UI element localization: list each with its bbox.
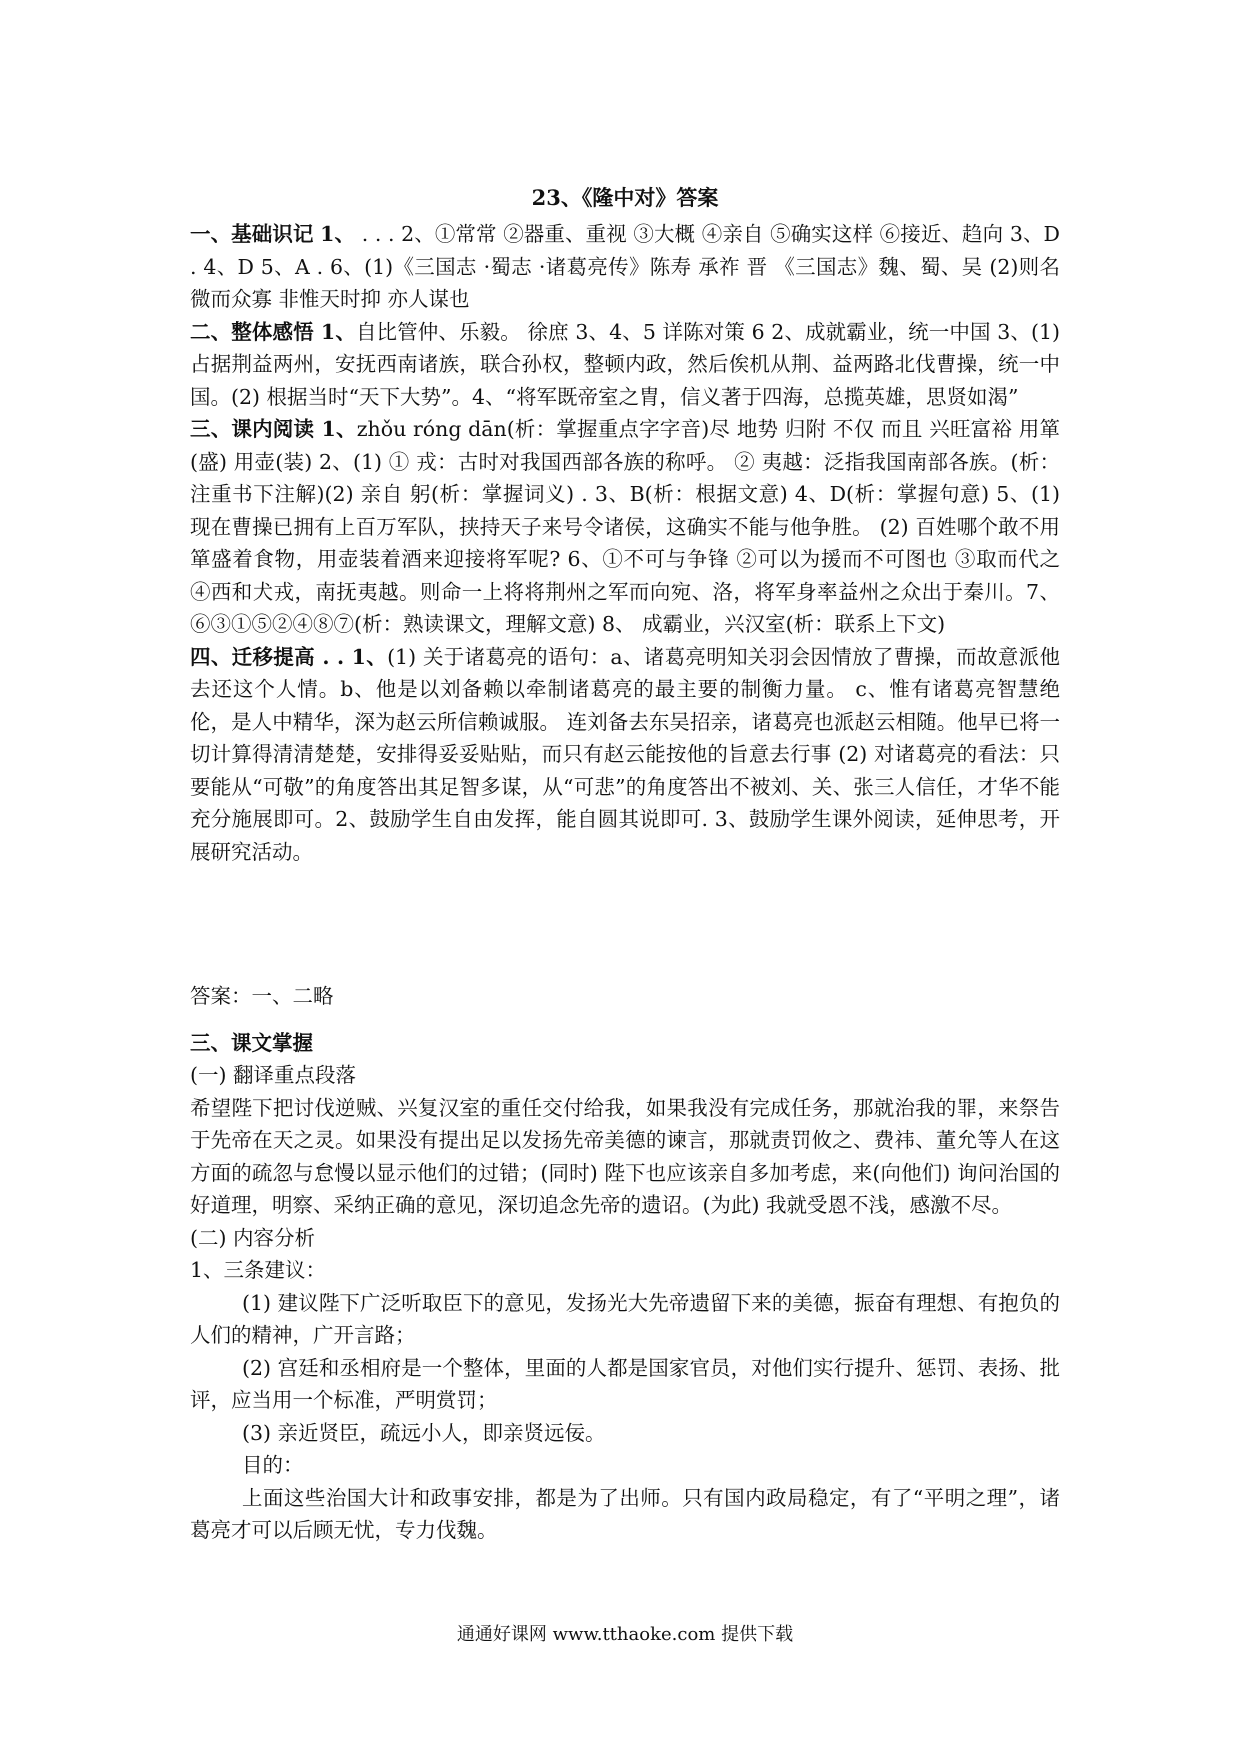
subheading-translation: (一) 翻译重点段落 xyxy=(190,1063,357,1087)
section-heading: 二、整体感悟 xyxy=(190,319,314,344)
section-text: zhǒu róng dān(析：掌握重点字字音)尽 地势 归附 不仅 而且 兴旺富裕 用箪(盛) 用壶(装) 2、(1) ① 戎：古时对我国西部各族的称呼。 ② 夷越：泛指我国南部各族。(析：注重书下注解)(2) 亲自 躬(析：掌握词义) . 3、B(析：根据文意) 4、D(析：掌握句意) 5、(1) 现在曹操已拥有上百万军队，挟持天子来号令诸侯，这确实不能与他争胜。 (2) 百姓哪个敢不用箪盛着食物，用壶装着酒来迎接将军呢? 6、①不可与争锋 ②可以为援而不可图也 ③取而代之 ④西和犬戎，南抚夷越。则命一上将将荆州之军而向宛、洛，将军身率益州之众出于秦川。7、⑥③①⑤②④⑧⑦(析：熟读课文，理解文意) 8、 成霸业，兴汉室(析：联系上下文) xyxy=(190,417,1060,636)
advice-item: (3) 亲近贤臣，疏远小人，即亲贤远佞。 xyxy=(242,1420,606,1445)
advice-item: (2) 宫廷和丞相府是一个整体，里面的人都是国家官员，对他们实行提升、惩罚、表扬、批评，应当用一个标准，严明赏罚； xyxy=(190,1355,1060,1412)
section-overall-perception xyxy=(190,316,1060,414)
advice-item: (1) 建议陛下广泛听取臣下的意见，发扬光大先帝遗留下来的美德，振奋有理想、有抱负的人们的精神，广开言路； xyxy=(190,1290,1060,1347)
section-heading: 三、课内阅读 xyxy=(190,417,315,441)
section-heading: 三、课文掌握 xyxy=(190,1030,313,1055)
item-number: 1、 xyxy=(314,417,357,441)
point-heading: 1、三条建议： xyxy=(190,1258,327,1282)
item-number: . . 1、 xyxy=(314,644,388,669)
purpose-label: 目的： xyxy=(242,1453,304,1477)
item-number: 1、 xyxy=(313,319,356,344)
footer-source: 通通好课网 www.tthaoke.com 提供下载 xyxy=(456,1624,794,1645)
second-answer-block xyxy=(190,980,1060,1547)
answer-block xyxy=(190,218,1060,868)
subheading-analysis: (二) 内容分析 xyxy=(190,1225,316,1250)
section-transfer xyxy=(190,641,1060,869)
page-title: 23、《隆中对》答案 xyxy=(531,185,719,210)
section-text: . . . 2、①常常 ②器重、重视 ③大概 ④亲自 ⑤确实这样 ⑥接近、趋向 3、D . 4、D 5、A . 6、(1)《三国志 ·蜀志 ·诸葛亮传》陈寿 承祚 晋 《三国志》魏、蜀、吴 (2)则名微而众寡 非惟天时抑 亦人谋也 xyxy=(190,222,1060,311)
section-text: 自比管仲、乐毅。 徐庶 3、4、5 详陈对策 6 2、成就霸业，统一中国 3、(1) 占据荆益两州，安抚西南诸族，联合孙权，整顿内政，然后俟机从荆、益两路北伐曹操，统一中国。(2) 根据当时“天下大势”。4、“将军既帝室之胄，信义著于四海，总揽英雄，思贤如渴” xyxy=(190,319,1061,409)
section-heading: 一、基础识记 xyxy=(190,222,314,246)
section-heading: 四、迁移提高 xyxy=(190,644,315,669)
section-basic-knowledge xyxy=(190,218,1060,316)
section-text: (1) 关于诸葛亮的语句：a、诸葛亮明知关羽会因情放了曹操，而故意派他去还这个人情。b、他是以刘备赖以牵制诸葛亮的最主要的制衡力量。 c、惟有诸葛亮智慧绝伦，是人中精华，深为赵云所信赖诚服。 连刘备去东吴招亲，诸葛亮也派赵云相随。他早已将一切计算得清清楚楚，安排得妥妥贴贴，而只有赵云能按他的旨意去行事 (2) 对诸葛亮的看法：只要能从“可敬”的角度答出其足智多谋，从“可悲”的角度答出不被刘、关、张三人信任，才华不能充分施展即可。2、鼓励学生自由发挥，能自圆其说即可. 3、鼓励学生课外阅读，延伸思考，开展研究活动。 xyxy=(190,644,1060,864)
translation-text: 希望陛下把讨伐逆贼、兴复汉室的重任交付给我，如果我没有完成任务，那就治我的罪，来祭告于先帝在天之灵。如果没有提出足以发扬先帝美德的谏言，那就责罚攸之、费祎、董允等人在这方面的疏忽与怠慢以显示他们的过错；(同时) 陛下也应该亲自多加考虑，来(向他们) 询问治国的好道理，明察、采纳正确的意见，深切追念先帝的遗诏。(为此) 我就受恩不浅，感激不尽。 xyxy=(190,1095,1060,1217)
purpose-text: 上面这些治国大计和政事安排，都是为了出师。只有国内政局稳定，有了“平明之理”，诸葛亮才可以后顾无忧，专力伐魏。 xyxy=(190,1485,1060,1542)
answer-line: 答案：一、二略 xyxy=(190,984,334,1008)
section-in-class-reading xyxy=(190,413,1060,641)
item-number: 1、 xyxy=(320,222,356,246)
